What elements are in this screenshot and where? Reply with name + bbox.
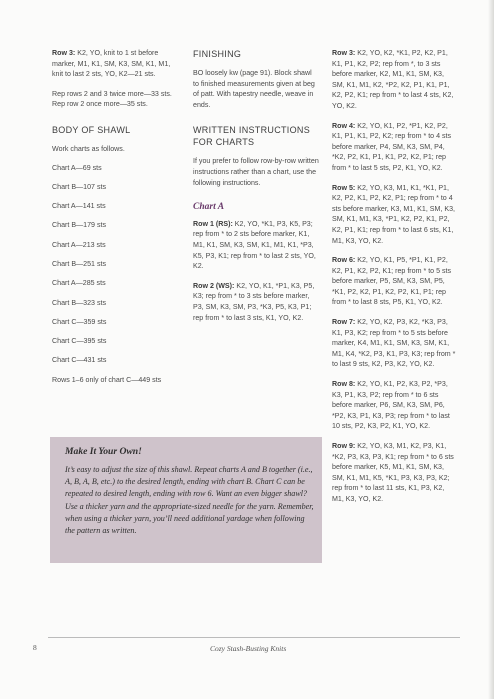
body-of-shawl-heading: BODY OF SHAWL bbox=[52, 124, 131, 135]
row-4-instruction bbox=[332, 121, 458, 174]
work-charts-intro: Work charts as follows. bbox=[52, 144, 125, 153]
row-5-instruction bbox=[332, 183, 458, 247]
chart-sequence-item: Chart A—213 sts bbox=[52, 240, 106, 249]
chart-a-heading: Chart A bbox=[193, 202, 225, 213]
row-label: Row 3: bbox=[52, 49, 76, 57]
row-label: Row 6: bbox=[332, 256, 356, 265]
chart-sequence-item: Chart B—251 sts bbox=[52, 259, 107, 268]
row-label: Row 5: bbox=[332, 183, 356, 192]
tip-box bbox=[50, 437, 322, 563]
row-text: K2, YO, K3, M1, K1, *K1, P1, K2, P2, K1, P2, K2, P1; rep from * to 4 sts before marker, K3, M1, K1, SM, K3, SM, K1, M1, K3, *P1, K2, P2, K1, P2, K2, P1, K1; rep from * to last 6 sts, K1, M1, K3, YO, K2. bbox=[332, 183, 456, 245]
row-8-instruction bbox=[332, 379, 458, 432]
page-number: 8 bbox=[33, 643, 37, 652]
written-intro: If you prefer to follow row-by-row written instructions rather than a chart, use the following instructions. bbox=[193, 157, 319, 187]
tip-body: It’s easy to adjust the size of this shawl. Repeat charts A and B together (i.e., A, B, A, B, etc.) to the desired length, ending with chart B. Chart C can be repeated to desired length, ending with row 6. Want an even bigger shawl? Use a thicker yarn and the appropriate-sized needle for the yarn. Remember, when using a thicker yarn, you’ll need additional yardage when following the pattern as written. bbox=[65, 465, 314, 536]
row-label: Row 2 (WS): bbox=[193, 281, 235, 290]
row-label: Row 4: bbox=[332, 121, 356, 130]
row-label: Row 3: bbox=[332, 49, 356, 57]
chart-sequence-item: Chart A—69 sts bbox=[52, 163, 102, 172]
row-label: Row 9: bbox=[332, 442, 356, 450]
row-text: K2, YO, K1, P2, *P1, K2, P2, K1, P1, K1, P2, K2; rep from * to 4 sts before marker, P4, SM, K3, SM, P4, *K2, P2, K1, P1, K1, P2, K2, P1; rep from * to last 5 sts, P2, K1, YO, K2. bbox=[332, 121, 452, 172]
rows-note: Rows 1–6 only of chart C—449 sts bbox=[52, 375, 162, 384]
row-text: K2, YO, *K1, P3, K5, P3; rep from * to 2 sts before marker, K1, M1, K1, SM, K3, SM, K1, M1, K1, *P3, K5, P3, K1; rep from * to last 2 sts, YO, K2. bbox=[193, 219, 316, 271]
finishing-text: BO loosely kw (page 91). Block shawl to finished measurements given at beg of patt. With tapestry needle, weave in ends. bbox=[193, 69, 315, 109]
column-middle bbox=[193, 48, 319, 332]
chart-sequence-item: Chart A—285 sts bbox=[52, 279, 106, 288]
row-3-instruction bbox=[52, 48, 178, 80]
finishing-heading: FINISHING bbox=[193, 49, 242, 59]
book-title: Cozy Stash-Busting Knits bbox=[210, 644, 287, 653]
row-label: Row 1 (RS): bbox=[193, 219, 233, 228]
chart-sequence-item: Chart A—141 sts bbox=[52, 202, 106, 211]
repeat-instruction: Rep rows 2 and 3 twice more—33 sts. Rep row 2 once more—35 sts. bbox=[52, 89, 172, 109]
row-3-instruction bbox=[332, 48, 458, 112]
chart-sequence-item: Chart B—107 sts bbox=[52, 182, 107, 191]
written-instructions-heading: WRITTEN INSTRUCTIONS FOR CHARTS bbox=[193, 125, 310, 148]
chart-sequence-item: Chart C—431 sts bbox=[52, 356, 107, 365]
page-edge-shadow bbox=[488, 0, 494, 699]
chart-sequence-item: Chart B—323 sts bbox=[52, 298, 107, 307]
row-text: K2, YO, K2, *K1, P2, K2, P1, K1, P1, K2, P2; rep from *, to 3 sts before marker, K2, M1, K1, SM, K3, SM, K1, M1, K2, *P2, K2, P1, K1, P1, K2, P2, K1; rep from * to last 4 sts, K2, YO, K2. bbox=[332, 49, 454, 110]
row-label: Row 7: bbox=[332, 318, 356, 327]
column-left bbox=[52, 48, 178, 394]
tip-title: Make It Your Own! bbox=[65, 446, 142, 457]
chart-sequence-item: Chart B—179 sts bbox=[52, 221, 107, 230]
row-text: K2, YO, K1, P2, K3, P2, *P3, K3, P1, K3, P2; rep from * to 6 sts before marker, P6, SM, K3, SM, P6, *P2, K3, P1, K3, P3; rep from * to last 10 sts, P2, K3, P2, K1, YO, K2. bbox=[332, 380, 450, 431]
row-2-instruction bbox=[193, 281, 319, 323]
chart-sequence-item: Chart C—395 sts bbox=[52, 337, 107, 346]
column-right bbox=[332, 48, 458, 514]
chart-sequence-item: Chart C—359 sts bbox=[52, 317, 107, 326]
row-text: K2, YO, knit to 1 st before marker, M1, K1, SM, K3, SM, K1, M1, knit to last 2 sts, YO, K2—21 sts. bbox=[52, 49, 171, 79]
row-7-instruction bbox=[332, 317, 458, 370]
row-1-instruction bbox=[193, 219, 319, 272]
row-text: K2, YO, K2, P3, K2, *K3, P3, K1, P3, K2; rep from * to 5 sts before marker, K4, M1, K1, SM, K3, SM, K1, M1, K4, *K2, P3, K1, P3, K3; rep from * to last 9 sts, K2, P3, K2, YO, K2. bbox=[332, 318, 456, 369]
chart-sequence-list bbox=[52, 163, 178, 366]
row-9-instruction bbox=[332, 441, 458, 505]
row-text: K2, YO, K1, *P1, K3, P5, K3; rep from * to 3 sts before marker, P3, SM, K3, SM, P3, *K3, P5, K3, P1; rep from * to last 3 sts, K1, YO, K2. bbox=[193, 281, 315, 322]
row-text: K2, YO, K3, M1, K2, P3, K1, *K2, P3, K3, P3, K1; rep from * to 6 sts before marker, K5, M1, K1, SM, K3, SM, K1, M1, K5, *K1, P3, K3, P3, K2; rep from * to last 11 sts, K1, P3, K2, M1, K3, YO, K2. bbox=[332, 442, 454, 503]
row-6-instruction bbox=[332, 255, 458, 308]
row-label: Row 8: bbox=[332, 380, 356, 389]
footer-rule bbox=[48, 637, 460, 638]
row-text: K2, YO, K1, P5, *P1, K1, P2, K2, P1, K2, P2, K1; rep from * to 5 sts before marker, P5, SM, K3, SM, P5, *K1, P2, K2, P1, K2, P2, K1, P1; rep from * to last 8 sts, P5, K1, YO, K2. bbox=[332, 256, 452, 307]
